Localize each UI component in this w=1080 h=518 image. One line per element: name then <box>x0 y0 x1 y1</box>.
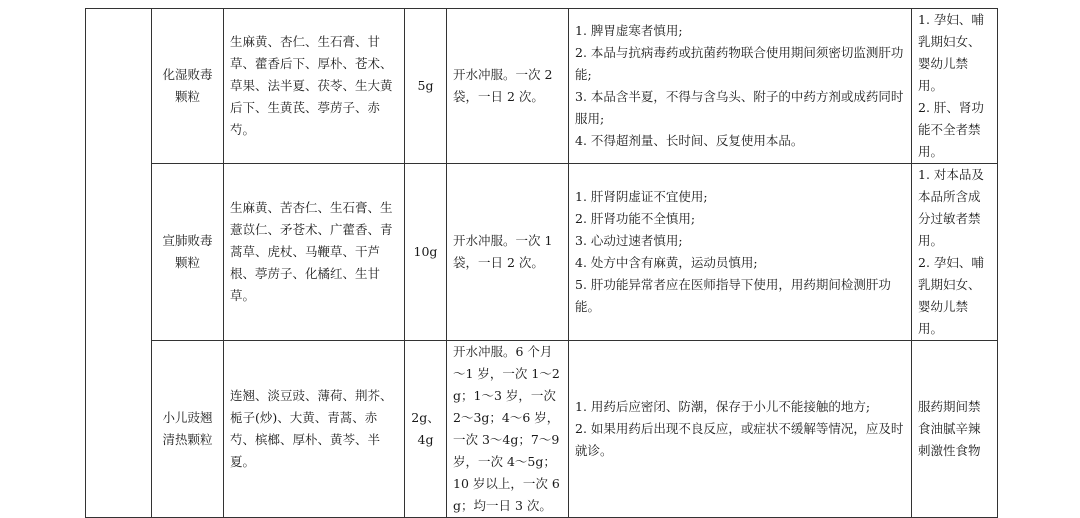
usage: 开水冲服。6 个月～1 岁，一次 1～2g；1～3 岁，一次 2～3g；4～6 岁，一次 3～4g；7～9 岁，一次 4～5g；10 岁以上，一次 6g；均一日 3 次。 <box>447 341 569 518</box>
drug-name: 小儿豉翘清热颗粒 <box>152 341 224 518</box>
usage: 开水冲服。一次 1 袋，一日 2 次。 <box>447 164 569 341</box>
contraindications <box>912 9 998 164</box>
drug-table <box>85 8 998 518</box>
table-row <box>86 341 998 518</box>
contra-item: 2. 孕妇、哺乳期妇女、婴幼儿禁用。 <box>918 255 984 336</box>
note-item: 4. 处方中含有麻黄，运动员慎用; <box>575 255 758 270</box>
ingredients: 生麻黄、苦杏仁、生石膏、生薏苡仁、矛苍术、广藿香、青蒿草、虎杖、马鞭草、干芦根、葶苈子、化橘红、生甘草。 <box>224 164 405 341</box>
drug-name: 宣肺败毒颗粒 <box>152 164 224 341</box>
notes <box>569 9 912 164</box>
contraindications <box>912 164 998 341</box>
note-item: 1. 用药后应密闭、防潮，保存于小儿不能接触的地方; <box>575 399 871 414</box>
contra-item: 1. 孕妇、哺乳期妇女、婴幼儿禁用。 <box>918 12 984 93</box>
category-cell <box>86 9 152 518</box>
note-item: 5. 肝功能异常者应在医师指导下使用，用药期间检测肝功能。 <box>575 277 891 314</box>
ingredients: 连翘、淡豆豉、薄荷、荆芥、栀子(炒)、大黄、青蒿、赤芍、槟榔、厚朴、黄芩、半夏。 <box>224 341 405 518</box>
note-item: 1. 肝肾阴虚证不宜使用; <box>575 189 708 204</box>
dose: 2g、4g <box>405 341 447 518</box>
dose: 5g <box>405 9 447 164</box>
usage: 开水冲服。一次 2 袋，一日 2 次。 <box>447 9 569 164</box>
dose: 10g <box>405 164 447 341</box>
notes <box>569 341 912 518</box>
contra-item: 1. 对本品及本品所含成分过敏者禁用。 <box>918 167 984 248</box>
note-item: 3. 心动过速者慎用; <box>575 233 683 248</box>
notes <box>569 164 912 341</box>
ingredients: 生麻黄、杏仁、生石膏、甘草、藿香后下、厚朴、苍术、草果、法半夏、茯苓、生大黄后下、生黄芪、葶苈子、赤芍。 <box>224 9 405 164</box>
note-item: 2. 本品与抗病毒药或抗菌药物联合使用期间须密切监测肝功能; <box>575 45 904 82</box>
table-row <box>86 164 998 341</box>
contra-item: 2. 肝、肾功能不全者禁用。 <box>918 100 984 159</box>
note-item: 4. 不得超剂量、长时间、反复使用本品。 <box>575 133 804 148</box>
contra-item: 服药期间禁食油腻辛辣刺激性食物 <box>918 399 981 458</box>
contraindications <box>912 341 998 518</box>
drug-name: 化湿败毒颗粒 <box>152 9 224 164</box>
note-item: 2. 肝肾功能不全慎用; <box>575 211 696 226</box>
table-row <box>86 9 998 164</box>
note-item: 3. 本品含半夏，不得与含乌头、附子的中药方剂或成药同时服用; <box>575 89 904 126</box>
note-item: 2. 如果用药后出现不良反应，或症状不缓解等情况，应及时就诊。 <box>575 421 904 458</box>
note-item: 1. 脾胃虚寒者慎用; <box>575 23 683 38</box>
